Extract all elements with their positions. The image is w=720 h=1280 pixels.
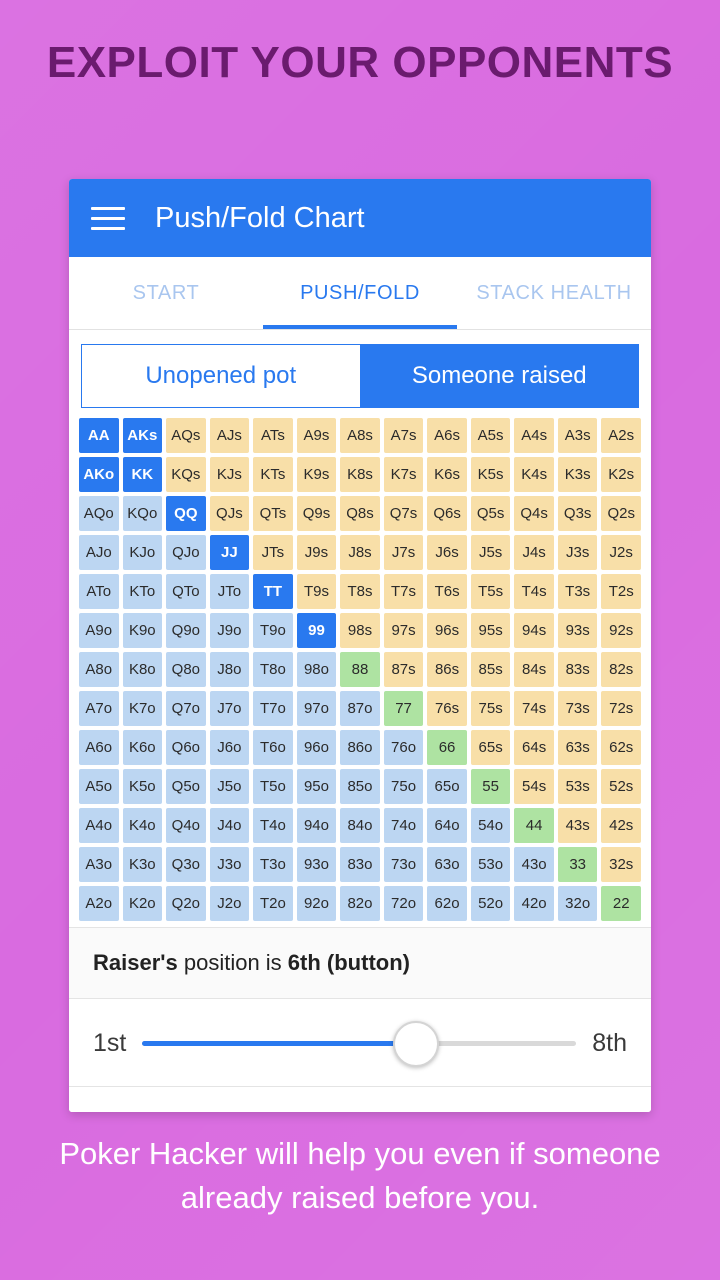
hand-cell[interactable]: A2o	[79, 886, 119, 921]
hand-cell[interactable]: A8o	[79, 652, 119, 687]
hand-cell[interactable]: AJo	[79, 535, 119, 570]
hamburger-menu-icon[interactable]	[91, 207, 125, 230]
hand-cell[interactable]: 62o	[427, 886, 467, 921]
hand-cell[interactable]: Q9o	[166, 613, 206, 648]
hand-cell[interactable]: 32o	[558, 886, 598, 921]
hand-cell[interactable]: J4o	[210, 808, 250, 843]
hand-cell[interactable]: 32s	[601, 847, 641, 882]
hand-cell[interactable]: 42o	[514, 886, 554, 921]
hand-cell[interactable]: 95s	[471, 613, 511, 648]
hand-cell[interactable]: T8o	[253, 652, 293, 687]
segment-unopened-pot[interactable]: Unopened pot	[81, 344, 360, 408]
hand-cell[interactable]: QJo	[166, 535, 206, 570]
hand-cell[interactable]: Q8o	[166, 652, 206, 687]
hand-cell[interactable]: T3o	[253, 847, 293, 882]
hand-cell[interactable]: 43o	[514, 847, 554, 882]
hand-cell[interactable]: Q8s	[340, 496, 380, 531]
hand-cell[interactable]: J7o	[210, 691, 250, 726]
bottom-strip	[69, 1086, 651, 1112]
hand-cell[interactable]: 75o	[384, 769, 424, 804]
hand-cell[interactable]: T5o	[253, 769, 293, 804]
hand-cell[interactable]: Q3o	[166, 847, 206, 882]
pot-state-segmented-control	[69, 330, 651, 418]
hand-cell[interactable]: Q5s	[471, 496, 511, 531]
hand-cell[interactable]: AKo	[79, 457, 119, 492]
hand-cell[interactable]: Q2s	[601, 496, 641, 531]
hand-cell[interactable]: K3s	[558, 457, 598, 492]
hand-cell[interactable]: 54o	[471, 808, 511, 843]
hand-cell[interactable]: K5s	[471, 457, 511, 492]
hand-cell[interactable]: KK	[123, 457, 163, 492]
hand-cell[interactable]: 74s	[514, 691, 554, 726]
hand-cell[interactable]: K5o	[123, 769, 163, 804]
hand-cell[interactable]: 98o	[297, 652, 337, 687]
hand-cell[interactable]: ATo	[79, 574, 119, 609]
page-headline: EXPLOIT YOUR OPPONENTS	[46, 38, 674, 87]
hand-cell[interactable]: 52s	[601, 769, 641, 804]
hand-cell[interactable]: 64o	[427, 808, 467, 843]
hand-cell[interactable]: K8s	[340, 457, 380, 492]
hand-cell[interactable]: ATs	[253, 418, 293, 453]
hand-cell[interactable]: 75s	[471, 691, 511, 726]
raiser-position-value: 6th (button)	[287, 950, 410, 975]
position-slider[interactable]	[142, 1041, 576, 1046]
hand-cell[interactable]: A4s	[514, 418, 554, 453]
hand-cell[interactable]: 82o	[340, 886, 380, 921]
hand-cell[interactable]: AJs	[210, 418, 250, 453]
hand-cell[interactable]: Q7o	[166, 691, 206, 726]
hand-cell[interactable]: 77	[384, 691, 424, 726]
hand-cell[interactable]: QTs	[253, 496, 293, 531]
hand-cell[interactable]: QJs	[210, 496, 250, 531]
hand-cell[interactable]: 63s	[558, 730, 598, 765]
hand-cell[interactable]: TT	[253, 574, 293, 609]
hand-cell[interactable]: KTo	[123, 574, 163, 609]
hand-cell[interactable]: AQs	[166, 418, 206, 453]
hand-cell[interactable]: K2o	[123, 886, 163, 921]
hand-cell[interactable]: K4o	[123, 808, 163, 843]
hand-cell[interactable]: J9s	[297, 535, 337, 570]
hand-cell[interactable]: 98s	[340, 613, 380, 648]
hand-cell[interactable]: J5s	[471, 535, 511, 570]
hand-cell[interactable]: 62s	[601, 730, 641, 765]
hand-cell[interactable]: J7s	[384, 535, 424, 570]
hand-cell[interactable]: 97o	[297, 691, 337, 726]
hand-cell[interactable]: A7o	[79, 691, 119, 726]
hand-cell[interactable]: T8s	[340, 574, 380, 609]
hand-cell[interactable]: K4s	[514, 457, 554, 492]
hand-cell[interactable]: T5s	[471, 574, 511, 609]
slider-max-label: 8th	[592, 1029, 627, 1057]
hand-cell[interactable]: Q3s	[558, 496, 598, 531]
hand-cell[interactable]: T4s	[514, 574, 554, 609]
hand-cell[interactable]: T2o	[253, 886, 293, 921]
hand-cell[interactable]: 97s	[384, 613, 424, 648]
hand-cell[interactable]: A5s	[471, 418, 511, 453]
hand-cell[interactable]: J3o	[210, 847, 250, 882]
hand-cell[interactable]: 85s	[471, 652, 511, 687]
hand-cell[interactable]: Q4s	[514, 496, 554, 531]
hand-cell[interactable]: 63o	[427, 847, 467, 882]
hand-cell[interactable]: Q9s	[297, 496, 337, 531]
hand-cell[interactable]: 65o	[427, 769, 467, 804]
hand-cell[interactable]: QTo	[166, 574, 206, 609]
hand-cell[interactable]: J8o	[210, 652, 250, 687]
hand-cell[interactable]: 86o	[340, 730, 380, 765]
raiser-position-text	[69, 927, 651, 999]
hand-cell[interactable]: 72o	[384, 886, 424, 921]
hand-cell[interactable]: A6o	[79, 730, 119, 765]
hand-cell[interactable]: A7s	[384, 418, 424, 453]
hand-cell[interactable]: 84s	[514, 652, 554, 687]
hand-cell[interactable]: 99	[297, 613, 337, 648]
hand-cell[interactable]: 73s	[558, 691, 598, 726]
hand-cell[interactable]: T3s	[558, 574, 598, 609]
hand-cell[interactable]: J6s	[427, 535, 467, 570]
hand-cell[interactable]: 92s	[601, 613, 641, 648]
hand-cell[interactable]: 93s	[558, 613, 598, 648]
hand-cell[interactable]: 33	[558, 847, 598, 882]
hand-range-grid	[69, 418, 651, 927]
hand-cell[interactable]: 76o	[384, 730, 424, 765]
hand-cell[interactable]: A8s	[340, 418, 380, 453]
hand-cell[interactable]: T9o	[253, 613, 293, 648]
hand-cell[interactable]: J2o	[210, 886, 250, 921]
app-screenshot-frame	[69, 179, 651, 1112]
hand-cell[interactable]: 88	[340, 652, 380, 687]
hand-cell[interactable]: KJo	[123, 535, 163, 570]
hand-cell[interactable]: K9o	[123, 613, 163, 648]
hand-cell[interactable]: 53s	[558, 769, 598, 804]
app-bar-title: Push/Fold Chart	[155, 201, 365, 234]
hand-cell[interactable]: K8o	[123, 652, 163, 687]
hand-cell[interactable]: 94o	[297, 808, 337, 843]
hand-cell[interactable]: K7s	[384, 457, 424, 492]
hand-cell[interactable]: A2s	[601, 418, 641, 453]
hand-cell[interactable]: 87s	[384, 652, 424, 687]
hand-cell[interactable]: 85o	[340, 769, 380, 804]
slider-fill	[142, 1041, 415, 1046]
hand-cell[interactable]: AKs	[123, 418, 163, 453]
hand-cell[interactable]: AA	[79, 418, 119, 453]
hand-cell[interactable]: AQo	[79, 496, 119, 531]
hand-cell[interactable]: QQ	[166, 496, 206, 531]
tab-bar	[69, 257, 651, 330]
hand-cell[interactable]: J3s	[558, 535, 598, 570]
hand-cell[interactable]: Q4o	[166, 808, 206, 843]
hand-cell[interactable]: J6o	[210, 730, 250, 765]
hand-cell[interactable]: KTs	[253, 457, 293, 492]
hand-cell[interactable]: 66	[427, 730, 467, 765]
hand-cell[interactable]: K3o	[123, 847, 163, 882]
hand-cell[interactable]: JJ	[210, 535, 250, 570]
hand-cell[interactable]: T9s	[297, 574, 337, 609]
hand-cell[interactable]: A9s	[297, 418, 337, 453]
slider-min-label: 1st	[93, 1029, 127, 1057]
hand-cell[interactable]: 42s	[601, 808, 641, 843]
tab-stack-health[interactable]: STACK HEALTH	[476, 282, 632, 304]
hand-cell[interactable]: 53o	[471, 847, 511, 882]
hand-cell[interactable]: A6s	[427, 418, 467, 453]
hand-cell[interactable]: T6o	[253, 730, 293, 765]
hand-cell[interactable]: K7o	[123, 691, 163, 726]
hand-cell[interactable]: Q2o	[166, 886, 206, 921]
hand-cell[interactable]: J2s	[601, 535, 641, 570]
hand-cell[interactable]: J8s	[340, 535, 380, 570]
hand-cell[interactable]: 83o	[340, 847, 380, 882]
hand-cell[interactable]: T2s	[601, 574, 641, 609]
hand-cell[interactable]: 76s	[427, 691, 467, 726]
hand-cell[interactable]: 74o	[384, 808, 424, 843]
hand-cell[interactable]: K6o	[123, 730, 163, 765]
app-bar	[69, 179, 651, 257]
hand-cell[interactable]: A3s	[558, 418, 598, 453]
hand-cell[interactable]: A3o	[79, 847, 119, 882]
hand-cell[interactable]: A5o	[79, 769, 119, 804]
tab-push-fold[interactable]: PUSH/FOLD	[263, 257, 457, 329]
hand-cell[interactable]: 64s	[514, 730, 554, 765]
hand-cell[interactable]: KQs	[166, 457, 206, 492]
hand-cell[interactable]: Q5o	[166, 769, 206, 804]
hand-cell[interactable]: 82s	[601, 652, 641, 687]
hand-cell[interactable]: JTs	[253, 535, 293, 570]
hand-cell[interactable]: 54s	[514, 769, 554, 804]
hand-cell[interactable]: 93o	[297, 847, 337, 882]
hand-cell[interactable]: JTo	[210, 574, 250, 609]
hand-cell[interactable]: T7o	[253, 691, 293, 726]
hand-cell[interactable]: 92o	[297, 886, 337, 921]
hand-cell[interactable]: 96s	[427, 613, 467, 648]
hand-cell[interactable]: 44	[514, 808, 554, 843]
hand-cell[interactable]: K6s	[427, 457, 467, 492]
hand-cell[interactable]: KQo	[123, 496, 163, 531]
hand-cell[interactable]: 73o	[384, 847, 424, 882]
hand-cell[interactable]: 86s	[427, 652, 467, 687]
hand-cell[interactable]: K2s	[601, 457, 641, 492]
hand-cell[interactable]: 95o	[297, 769, 337, 804]
hand-cell[interactable]: J5o	[210, 769, 250, 804]
raiser-label: Raiser's	[93, 950, 178, 975]
hand-cell[interactable]: 96o	[297, 730, 337, 765]
hand-cell[interactable]: 52o	[471, 886, 511, 921]
hand-cell[interactable]: 84o	[340, 808, 380, 843]
hand-cell[interactable]: KJs	[210, 457, 250, 492]
hand-cell[interactable]: K9s	[297, 457, 337, 492]
hand-cell[interactable]: 83s	[558, 652, 598, 687]
hand-cell[interactable]: Q7s	[384, 496, 424, 531]
hand-cell[interactable]: A9o	[79, 613, 119, 648]
hand-cell[interactable]: Q6s	[427, 496, 467, 531]
hand-cell[interactable]: Q6o	[166, 730, 206, 765]
raiser-middle-text: position is	[177, 950, 288, 975]
hand-cell[interactable]: T4o	[253, 808, 293, 843]
hand-cell[interactable]: A4o	[79, 808, 119, 843]
position-slider-row	[69, 999, 651, 1086]
hand-cell[interactable]: 94s	[514, 613, 554, 648]
hand-cell[interactable]: 87o	[340, 691, 380, 726]
hand-cell[interactable]: 55	[471, 769, 511, 804]
tab-start[interactable]: START	[132, 282, 200, 304]
hand-cell[interactable]: T7s	[384, 574, 424, 609]
hand-cell[interactable]: 65s	[471, 730, 511, 765]
hand-cell[interactable]: J9o	[210, 613, 250, 648]
hand-cell[interactable]: T6s	[427, 574, 467, 609]
hand-cell[interactable]: J4s	[514, 535, 554, 570]
marketing-subtext: Poker Hacker will help you even if someone already raised before you.	[59, 1136, 661, 1216]
hand-cell[interactable]: 43s	[558, 808, 598, 843]
hand-cell[interactable]: 72s	[601, 691, 641, 726]
slider-thumb[interactable]	[393, 1021, 439, 1067]
segment-someone-raised[interactable]: Someone raised	[360, 344, 640, 408]
hand-cell[interactable]: 22	[601, 886, 641, 921]
